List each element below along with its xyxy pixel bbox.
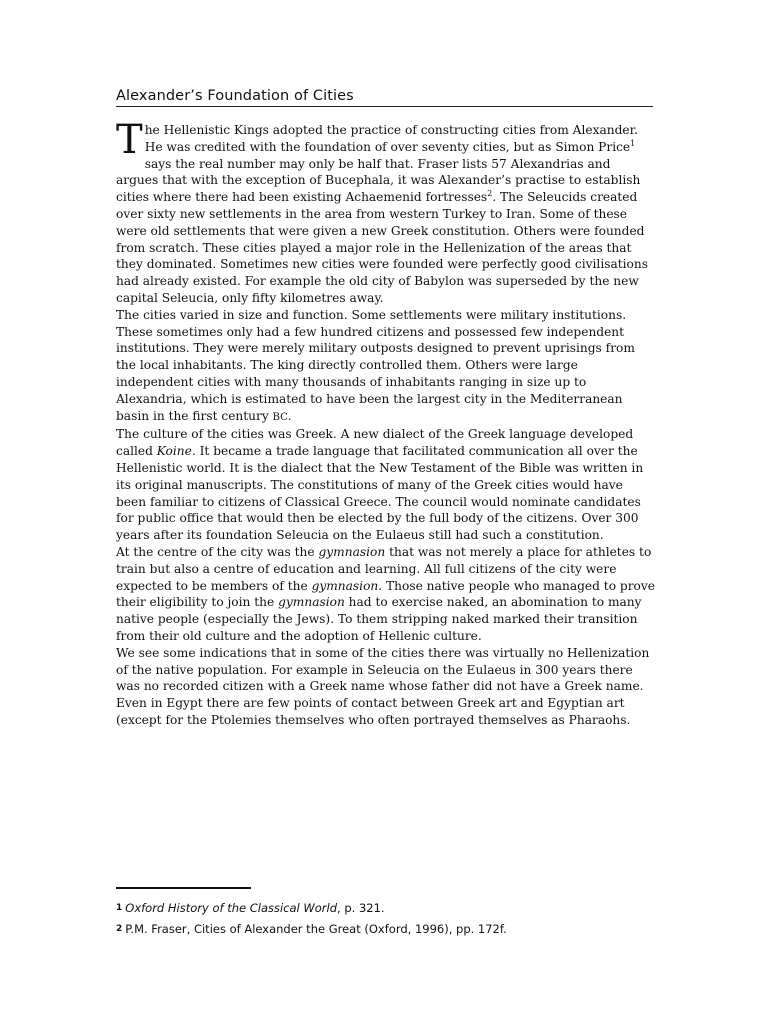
footnote-number: 1 [116,903,123,913]
paragraph-2-part-a: The cities varied in size and function. Some settlements were military institutions. These sometimes only had a few hundred citizens and possessed few independent institutions. They were merely military outposts designed to prevent uprisings from the local inhabitants. The king directly controlled them. Others were large independent cities with many thousands of inhabitants ranging in size up to Alexandria, which is estimated to have been the largest city in the Mediterranean basin in the first century [116,307,635,423]
gymnasion-term: gymnasion [318,544,386,559]
paragraph-1 [116,117,656,307]
paragraph-2-part-b: . [287,408,292,423]
footnote-1 [116,898,676,919]
footnote-2-text: P.M. Fraser, Cities of Alexander the Great (Oxford, 1996), pp. 172f. [125,922,507,936]
paragraph-3-part-a: The culture of the cities was Greek. A new dialect of the Greek language developed called [116,427,634,459]
body-text [116,117,656,729]
paragraph-4-part-c: . Those native people who managed to prove their eligibility to join the [116,578,655,610]
footnote-ref-1[interactable]: 1 [630,138,636,148]
koine-term: Koine [156,444,192,459]
paragraph-4-part-b: that was not merely a place for athletes to train but also a centre of education and learning. All full citizens of the city were expected to be members of the [116,544,652,593]
paragraph-4-part-a: At the centre of the city was the [116,544,319,559]
paragraph-2 [116,307,656,427]
era-abbreviation: BC [272,411,288,423]
footnote-2 [116,919,676,940]
footnote-ref-2[interactable]: 2 [487,189,493,199]
paragraph-3-part-b: . It became a trade language that facilitated communication all over the Hellenistic world. It is the dialect that the New Testament of the Bible was written in its original manuscripts. The constitutions of many of the Greek cities would have been familiar to citizens of Classical Greece. The council would nominate candidates for public office that would then be elected by the full body of the citizens. Over 300 years after its foundation Seleucia on the Eulaeus still had such a constitution. [116,444,644,543]
gymnasion-term: gymnasion [278,595,345,610]
paragraph-1-part-b: says the real number may only be half that. Fraser lists 57 Alexandrias and argues that with the exception of Bucephala, it was Alexander’s practise to establish cities where there had been existing Achaemenid fortresses [116,156,641,205]
footnotes [116,898,676,940]
footnote-1-title: Oxford History of the Classical World [125,901,338,915]
paragraph-1-part-c: . The Seleucids created over sixty new settlements in the area from western Turkey to Iran. Some of these were old settlements that were given a new Greek constitution. Others were founded from scratch. These cities played a major role in the Hellenization of the areas that they dominated. Sometimes new cities were founded were perfectly good civilisations had already existed. For example the old city of Babylon was superseded by the new capital Seleucia, only fifty kilometres away. [116,190,648,305]
paragraph-4-part-d: had to exercise naked, an abomination to many native people (especially the Jews). To them stripping naked marked their transition from their old culture and the adoption of Hellenic culture. [116,595,642,643]
paragraph-4 [116,544,656,645]
paragraph-5: We see some indications that in some of the cities there was virtually no Hellenization of the native population. For example in Seleucia on the Eulaeus in 300 years there was no recorded citizen with a Greek name whose father did not have a Greek name. Even in Egypt there are few points of contact between Greek art and Egyptian art (except for the Ptolemies themselves who often portrayed themselves as Pharaohs. [116,645,650,727]
section-heading: Alexander’s Foundation of Cities [116,86,653,107]
paragraph-3 [116,426,656,544]
paragraph-1-part-a: he Hellenistic Kings adopted the practice of constructing cities from Alexander. He was credited with the foundation of over seventy cities, but as Simon Price [144,123,638,154]
drop-cap: T [116,117,143,163]
footnote-1-rest: , p. 321. [337,901,385,915]
footnote-number: 2 [116,924,123,934]
gymnasion-term: gymnasion [311,578,379,593]
footnote-separator [116,887,251,889]
